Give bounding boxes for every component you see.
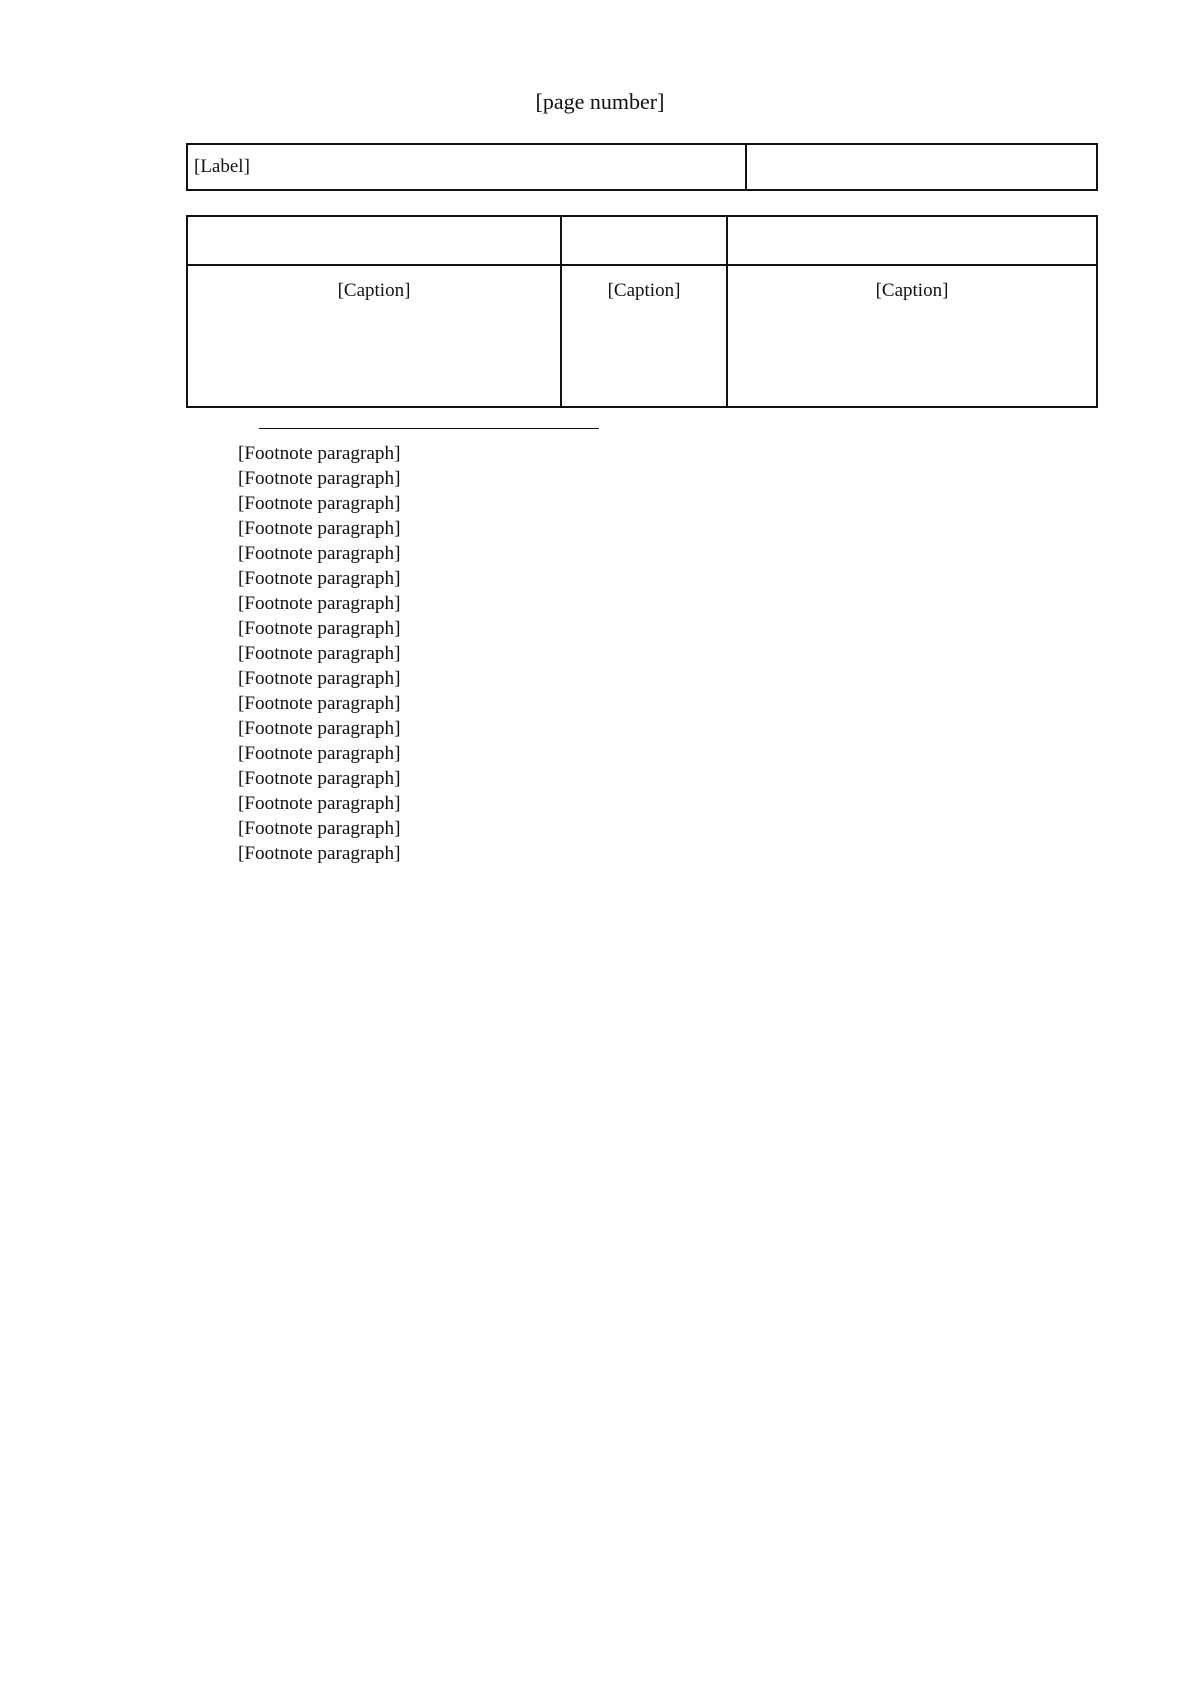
footnote-separator <box>259 428 599 429</box>
footnote-paragraph: [Footnote paragraph] <box>238 818 401 839</box>
footnote-paragraph: [Footnote paragraph] <box>238 593 401 614</box>
other-indicators-table <box>186 143 1098 191</box>
footnote-paragraph: [Footnote paragraph] <box>238 793 401 814</box>
footnote-paragraph: [Footnote paragraph] <box>238 643 401 664</box>
footnote-paragraph: [Footnote paragraph] <box>238 468 401 489</box>
footnote-paragraph: [Footnote paragraph] <box>238 568 401 589</box>
footnote-paragraph: [Footnote paragraph] <box>238 443 401 464</box>
footnote-paragraph: [Footnote paragraph] <box>238 768 401 789</box>
name-cell <box>727 216 1097 265</box>
other-indicators-value <box>746 144 1097 190</box>
page-number: [page number] <box>535 89 665 114</box>
footnote-paragraph: [Footnote paragraph] <box>238 693 401 714</box>
position-cell <box>187 216 561 265</box>
other-indicators-label: [Label] <box>187 144 746 190</box>
footnotes <box>186 441 1098 866</box>
footnote-paragraph: [Footnote paragraph] <box>238 518 401 539</box>
signature-caption: [Caption] <box>561 265 727 407</box>
signature-cell <box>561 216 727 265</box>
footnote-paragraph: [Footnote paragraph] <box>238 618 401 639</box>
footnote-paragraph: [Footnote paragraph] <box>238 543 401 564</box>
footnote-paragraph: [Footnote paragraph] <box>238 718 401 739</box>
footnote-paragraph: [Footnote paragraph] <box>238 493 401 514</box>
signature-fill-row <box>187 216 1097 265</box>
name-caption: [Caption] <box>727 265 1097 407</box>
signature-caption-row <box>187 265 1097 407</box>
footnote-paragraph: [Footnote paragraph] <box>238 668 401 689</box>
position-caption: [Caption] <box>187 265 561 407</box>
table-row <box>187 144 1097 190</box>
signature-table <box>186 215 1098 408</box>
footnote-paragraph: [Footnote paragraph] <box>238 843 401 864</box>
footnote-paragraph: [Footnote paragraph] <box>238 743 401 764</box>
